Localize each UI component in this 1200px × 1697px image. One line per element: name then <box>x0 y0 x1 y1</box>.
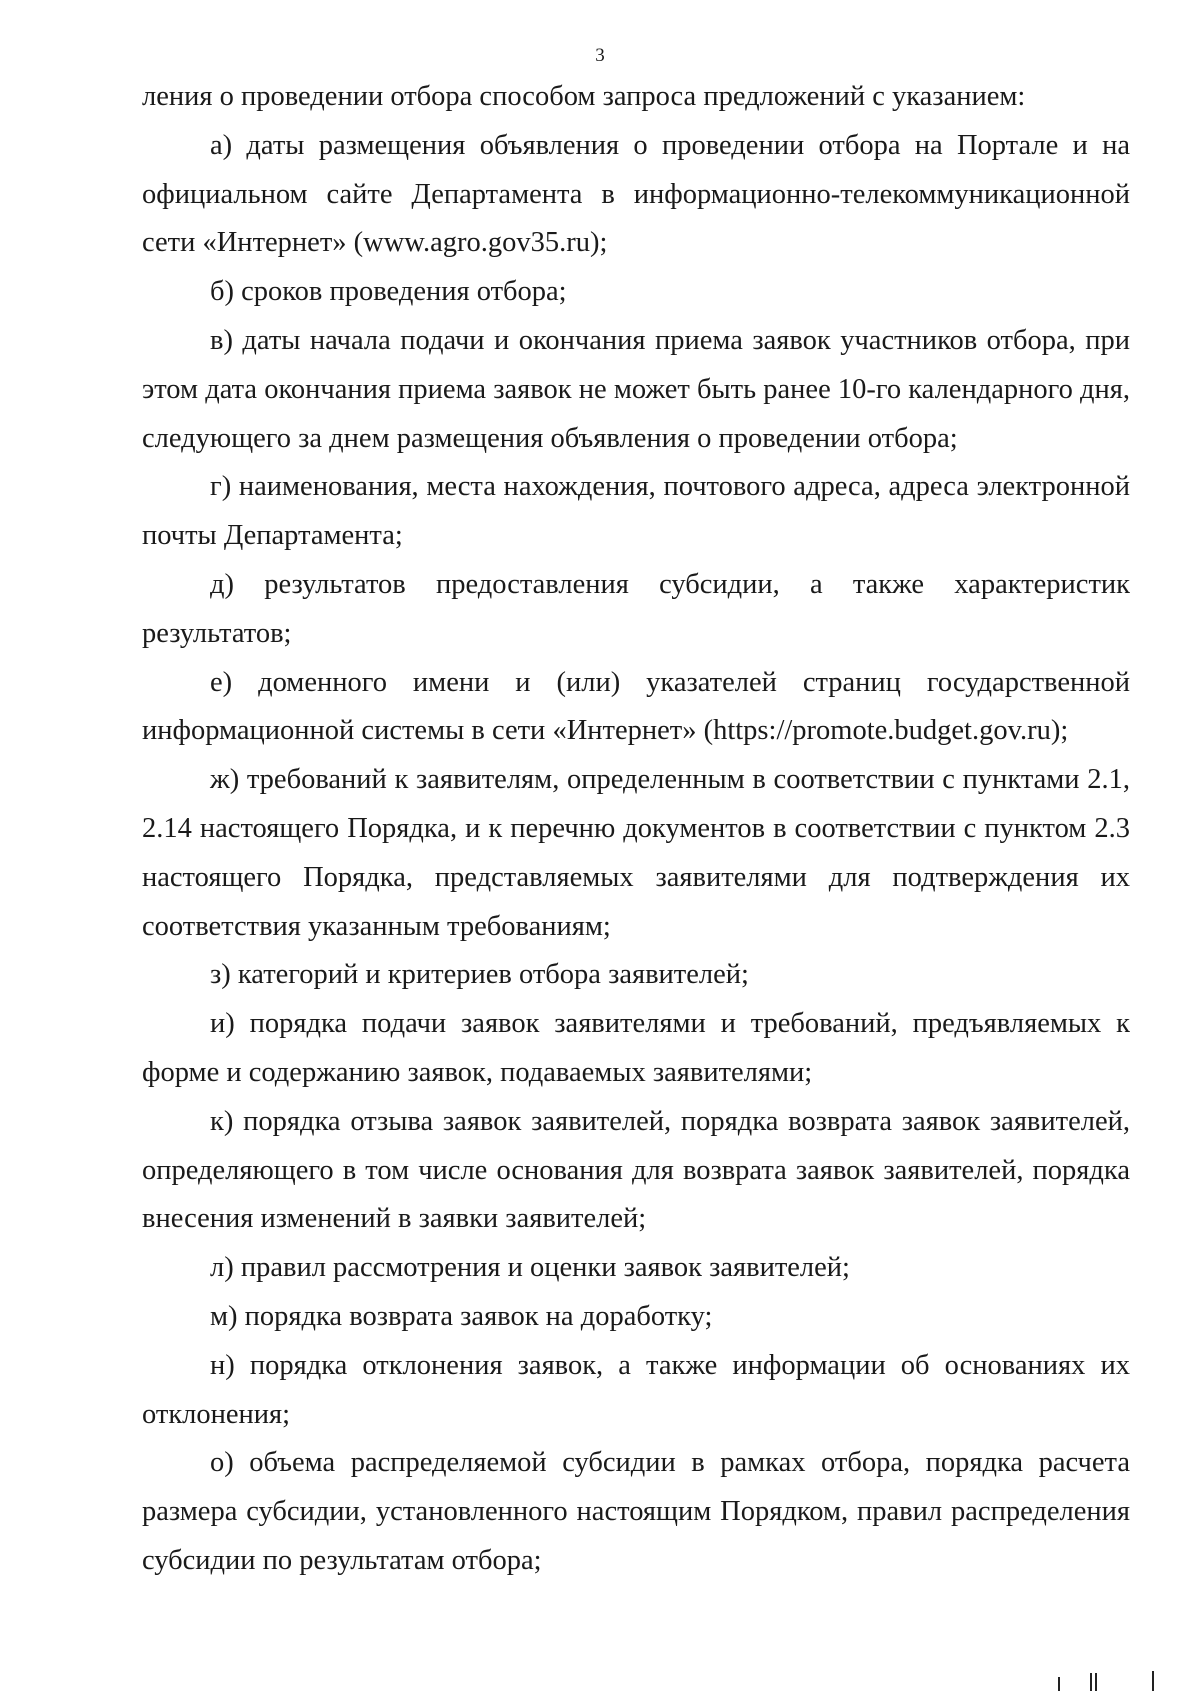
paragraph-item-l: л) правил рассмотрения и оценки заявок заявителей; <box>210 1252 850 1284</box>
paragraph-item-d: д) результатов предоставления субсидии, а также характеристик результатов; <box>142 568 1130 649</box>
scan-mark <box>1090 1673 1092 1691</box>
scan-mark <box>1095 1673 1097 1691</box>
page-number: 3 <box>595 45 605 66</box>
paragraph-item-i: и) порядка подачи заявок заявителями и требований, предъявляемых к форме и содержанию заявок, подаваемых заявителями; <box>142 1008 1130 1088</box>
paragraph-item-k: к) порядка отзыва заявок заявителей, порядка возврата заявок заявителей, определяющего в том числе основания для возврата заявок заявителей, порядка внесения изменений в заявки заявителей; <box>142 1105 1130 1235</box>
paragraph-item-v: в) даты начала подачи и окончания приема заявок участников отбора, при этом дата окончания приема заявок не может быть ранее 10-го календарного дня, следующего за днем размещения объявления о проведении отбора; <box>142 324 1130 454</box>
paragraph-item-a: а) даты размещения объявления о проведении отбора на Портале и на официальном сайте Департамента в информационно-телекоммуникационной сети «Интернет» (www.agro.gov35.ru); <box>142 129 1130 259</box>
paragraph-item-z: з) категорий и критериев отбора заявителей; <box>210 959 749 991</box>
paragraph-continuation: ления о проведении отбора способом запроса предложений с указанием: <box>142 81 1026 112</box>
scan-mark <box>1152 1671 1154 1691</box>
paragraph-item-o: о) объема распределяемой субсидии в рамках отбора, порядка расчета размера субсидии, установленного настоящим Порядком, правил распределения субсидии по результатам отбора; <box>142 1447 1130 1576</box>
paragraph-item-b: б) сроков проведения отбора; <box>210 276 567 308</box>
document-body <box>142 73 1130 1586</box>
paragraph-item-zh: ж) требований к заявителям, определенным в соответствии с пунктами 2.1, 2.14 настоящего Порядка, и к перечню документов в соответствии с пунктом 2.3 настоящего Порядка, представляемых заявителями для подтверждения их соответствия указанным требованиям; <box>142 764 1130 942</box>
paragraph-item-n: н) порядка отклонения заявок, а также информации об основаниях их отклонения; <box>142 1349 1130 1430</box>
paragraph-item-e: е) доменного имени и (или) указателей страниц государственной информационной системы в сети «Интернет» (https://promote.budget.gov.ru); <box>142 666 1130 747</box>
scan-edge-marks <box>1040 1667 1180 1691</box>
paragraph-item-m: м) порядка возврата заявок на доработку; <box>210 1300 713 1332</box>
paragraph-item-g: г) наименования, места нахождения, почтового адреса, адреса электронной почты Департамента; <box>142 471 1130 552</box>
scan-mark <box>1058 1677 1060 1691</box>
